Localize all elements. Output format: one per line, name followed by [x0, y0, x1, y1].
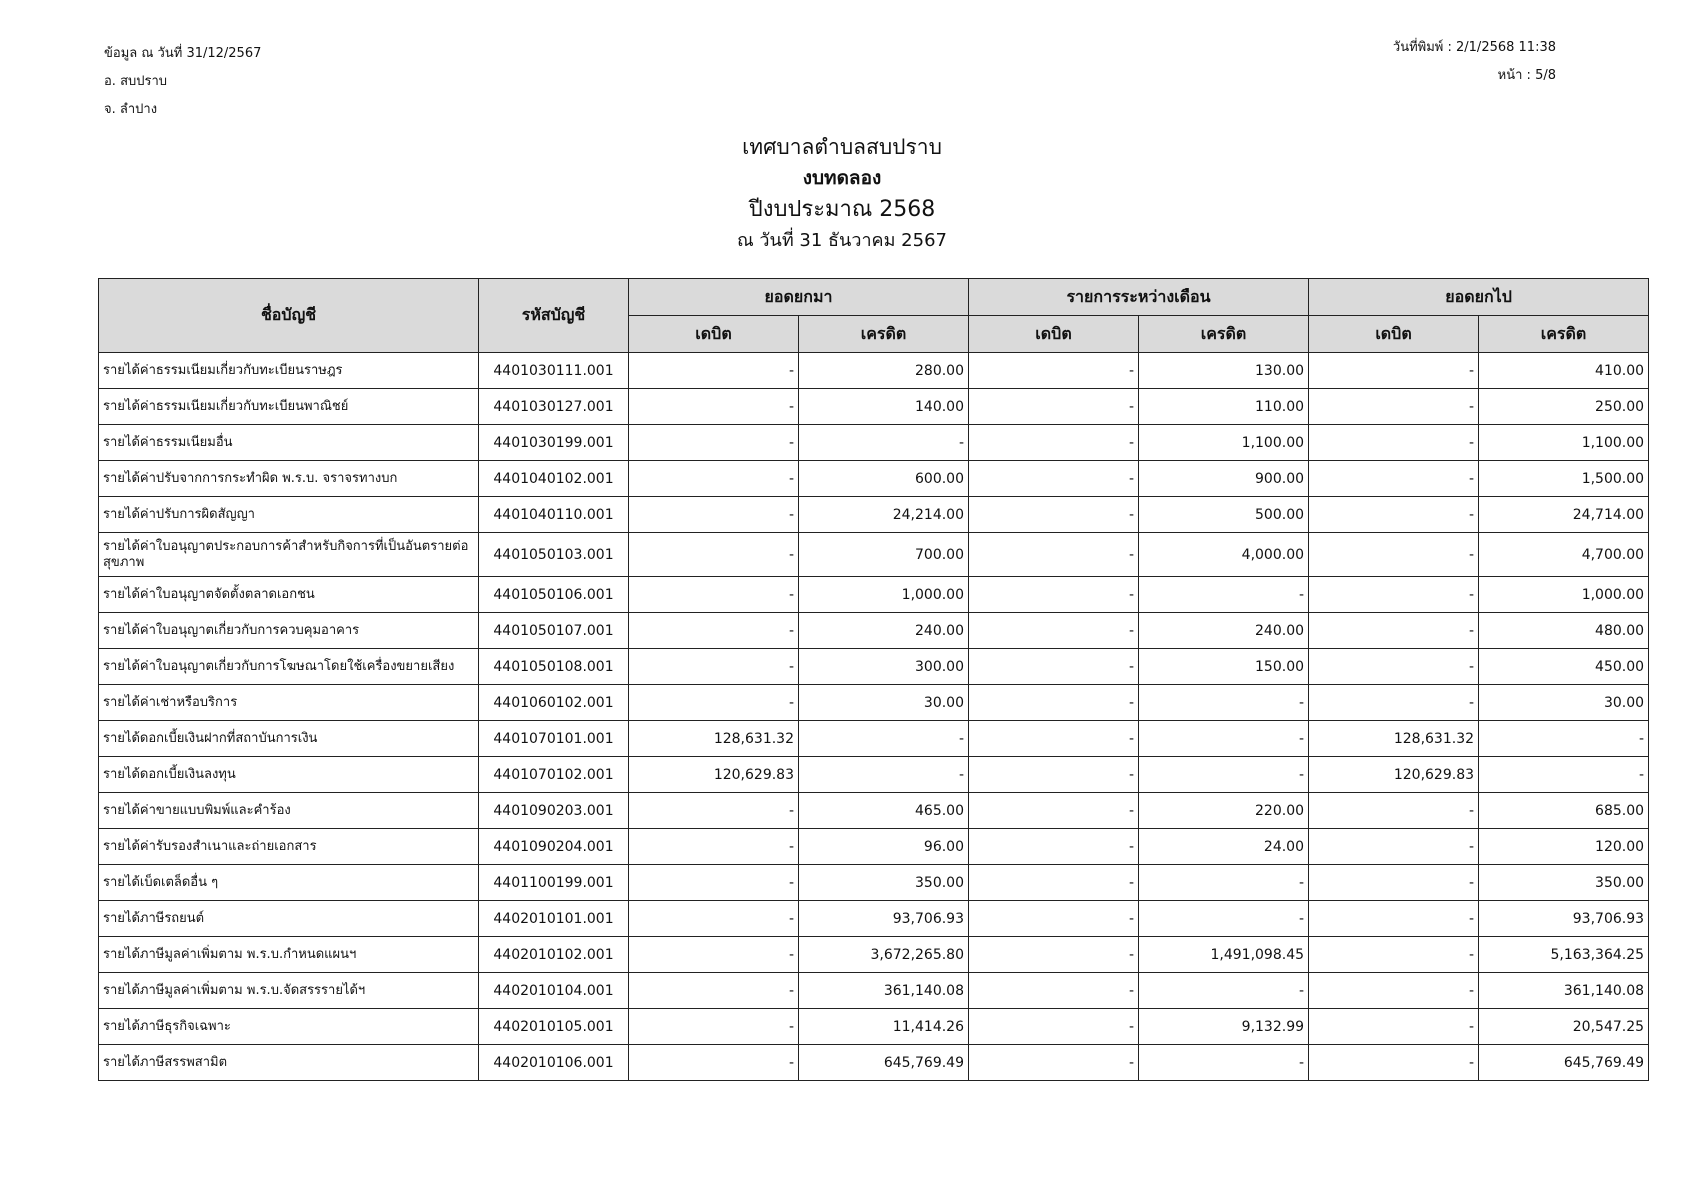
forward-debit-cell: 128,631.32 [629, 721, 799, 757]
month-credit-cell: 150.00 [1139, 649, 1309, 685]
account-name-cell: รายได้ค่าใบอนุญาตจัดตั้งตลาดเอกชน [99, 577, 479, 613]
forward-credit-cell: 96.00 [799, 829, 969, 865]
table-row [99, 353, 1649, 389]
carry-credit-cell: 410.00 [1479, 353, 1649, 389]
forward-credit-cell: 3,672,265.80 [799, 937, 969, 973]
account-code-cell: 4401090203.001 [479, 793, 629, 829]
table-row [99, 389, 1649, 425]
account-code-cell: 4401070101.001 [479, 721, 629, 757]
as-of-date: ณ วันที่ 31 ธันวาคม 2567 [737, 230, 947, 251]
carry-credit-cell: 120.00 [1479, 829, 1649, 865]
carry-debit-cell: - [1309, 1009, 1479, 1045]
group-carried-forward: ยอดยกไป [1309, 279, 1649, 316]
account-code-cell: 4402010106.001 [479, 1045, 629, 1081]
forward-debit-cell: - [629, 901, 799, 937]
account-code-cell: 4401040102.001 [479, 461, 629, 497]
forward-credit-cell: 1,000.00 [799, 577, 969, 613]
month-credit-cell: - [1139, 973, 1309, 1009]
carry-credit-cell: 20,547.25 [1479, 1009, 1649, 1045]
carry-credit-cell: 30.00 [1479, 685, 1649, 721]
account-name-cell: รายได้ค่ารับรองสำเนาและถ่ายเอกสาร [99, 829, 479, 865]
account-name-cell: รายได้ค่าขายแบบพิมพ์และคำร้อง [99, 793, 479, 829]
table-row [99, 461, 1649, 497]
forward-credit-cell: 11,414.26 [799, 1009, 969, 1045]
forward-debit-cell: - [629, 1045, 799, 1081]
month-debit-cell: - [969, 865, 1139, 901]
month-credit-cell: - [1139, 721, 1309, 757]
forward-credit-cell: 93,706.93 [799, 901, 969, 937]
account-name-cell: รายได้เบ็ดเตล็ดอื่น ๆ [99, 865, 479, 901]
fiscal-year: ปีงบประมาณ 2568 [748, 197, 936, 222]
account-name-cell: รายได้ดอกเบี้ยเงินลงทุน [99, 757, 479, 793]
col-forward-debit: เดบิต [629, 316, 799, 353]
month-debit-cell: - [969, 1045, 1139, 1081]
carry-credit-cell: 685.00 [1479, 793, 1649, 829]
account-code-cell: 4401040110.001 [479, 497, 629, 533]
forward-credit-cell: - [799, 757, 969, 793]
carry-credit-cell: 350.00 [1479, 865, 1649, 901]
account-code-cell: 4401060102.001 [479, 685, 629, 721]
account-code-cell: 4401030111.001 [479, 353, 629, 389]
carry-debit-cell: - [1309, 649, 1479, 685]
print-date: วันที่พิมพ์ : 2/1/2568 11:38 [1392, 40, 1556, 55]
report-meta-right [1393, 34, 1556, 90]
carry-debit-cell: - [1309, 497, 1479, 533]
group-month-transactions: รายการระหว่างเดือน [969, 279, 1309, 316]
forward-credit-cell: 465.00 [799, 793, 969, 829]
report-title: งบทดลอง [802, 167, 882, 189]
month-debit-cell: - [969, 461, 1139, 497]
carry-credit-cell: - [1479, 757, 1649, 793]
month-debit-cell: - [969, 613, 1139, 649]
forward-debit-cell: - [629, 425, 799, 461]
account-code-cell: 4401100199.001 [479, 865, 629, 901]
carry-debit-cell: - [1309, 937, 1479, 973]
account-name-cell: รายได้ค่าปรับจากการกระทำผิด พ.ร.บ. จราจรทางบก [99, 461, 479, 497]
month-credit-cell: 900.00 [1139, 461, 1309, 497]
col-forward-credit: เครดิต [799, 316, 969, 353]
forward-credit-cell: 600.00 [799, 461, 969, 497]
table-row [99, 425, 1649, 461]
table-row [99, 901, 1649, 937]
account-code-cell: 4401090204.001 [479, 829, 629, 865]
forward-debit-cell: - [629, 865, 799, 901]
carry-credit-cell: - [1479, 721, 1649, 757]
table-row [99, 937, 1649, 973]
month-debit-cell: - [969, 425, 1139, 461]
forward-credit-cell: 240.00 [799, 613, 969, 649]
forward-debit-cell: - [629, 829, 799, 865]
month-debit-cell: - [969, 937, 1139, 973]
month-debit-cell: - [969, 389, 1139, 425]
forward-credit-cell: - [799, 721, 969, 757]
forward-debit-cell: - [629, 649, 799, 685]
month-debit-cell: - [969, 577, 1139, 613]
forward-debit-cell: - [629, 1009, 799, 1045]
province: จ. ลำปาง [104, 102, 158, 117]
col-account-name: ชื่อบัญชี [99, 279, 479, 353]
table-header [99, 279, 1649, 353]
table-row [99, 721, 1649, 757]
carry-debit-cell: - [1309, 533, 1479, 577]
carry-credit-cell: 5,163,364.25 [1479, 937, 1649, 973]
month-credit-cell: 1,491,098.45 [1139, 937, 1309, 973]
forward-debit-cell: 120,629.83 [629, 757, 799, 793]
forward-debit-cell: - [629, 533, 799, 577]
forward-credit-cell: 350.00 [799, 865, 969, 901]
carry-credit-cell: 361,140.08 [1479, 973, 1649, 1009]
month-credit-cell: - [1139, 757, 1309, 793]
account-name-cell: รายได้ภาษีมูลค่าเพิ่มตาม พ.ร.บ.จัดสรรรายได้ฯ [99, 973, 479, 1009]
account-name-cell: รายได้ค่าธรรมเนียมอื่น [99, 425, 479, 461]
account-code-cell: 4401070102.001 [479, 757, 629, 793]
month-credit-cell: - [1139, 865, 1309, 901]
forward-credit-cell: 24,214.00 [799, 497, 969, 533]
carry-credit-cell: 1,100.00 [1479, 425, 1649, 461]
col-carry-credit: เครดิต [1479, 316, 1649, 353]
forward-debit-cell: - [629, 389, 799, 425]
month-debit-cell: - [969, 793, 1139, 829]
carry-debit-cell: - [1309, 865, 1479, 901]
carry-debit-cell: - [1309, 353, 1479, 389]
month-debit-cell: - [969, 649, 1139, 685]
forward-debit-cell: - [629, 577, 799, 613]
data-as-of: ข้อมูล ณ วันที่ 31/12/2567 [104, 46, 262, 61]
carry-credit-cell: 4,700.00 [1479, 533, 1649, 577]
table-row [99, 577, 1649, 613]
account-name-cell: รายได้ภาษีธุรกิจเฉพาะ [99, 1009, 479, 1045]
carry-credit-cell: 645,769.49 [1479, 1045, 1649, 1081]
month-credit-cell: 1,100.00 [1139, 425, 1309, 461]
table-row [99, 865, 1649, 901]
account-code-cell: 4402010105.001 [479, 1009, 629, 1045]
carry-debit-cell: - [1309, 901, 1479, 937]
month-debit-cell: - [969, 757, 1139, 793]
month-credit-cell: - [1139, 901, 1309, 937]
month-credit-cell: 240.00 [1139, 613, 1309, 649]
month-debit-cell: - [969, 1009, 1139, 1045]
forward-debit-cell: - [629, 685, 799, 721]
account-code-cell: 4401030127.001 [479, 389, 629, 425]
carry-credit-cell: 480.00 [1479, 613, 1649, 649]
carry-debit-cell: - [1309, 829, 1479, 865]
col-carry-debit: เดบิต [1309, 316, 1479, 353]
account-name-cell: รายได้ค่าใบอนุญาตประกอบการค้าสำหรับกิจการที่เป็นอันตรายต่อสุขภาพ [99, 533, 479, 577]
account-name-cell: รายได้ค่าเช่าหรือบริการ [99, 685, 479, 721]
carry-debit-cell: 128,631.32 [1309, 721, 1479, 757]
forward-debit-cell: - [629, 613, 799, 649]
account-code-cell: 4401030199.001 [479, 425, 629, 461]
forward-credit-cell: 140.00 [799, 389, 969, 425]
table-row [99, 793, 1649, 829]
table-row [99, 613, 1649, 649]
account-code-cell: 4401050103.001 [479, 533, 629, 577]
col-month-credit: เครดิต [1139, 316, 1309, 353]
carry-debit-cell: - [1309, 1045, 1479, 1081]
carry-credit-cell: 24,714.00 [1479, 497, 1649, 533]
carry-debit-cell: - [1309, 613, 1479, 649]
district: อ. สบปราบ [104, 74, 168, 89]
month-credit-cell: 4,000.00 [1139, 533, 1309, 577]
month-credit-cell: 500.00 [1139, 497, 1309, 533]
table-row [99, 1009, 1649, 1045]
month-debit-cell: - [969, 353, 1139, 389]
month-credit-cell: 9,132.99 [1139, 1009, 1309, 1045]
carry-credit-cell: 250.00 [1479, 389, 1649, 425]
month-debit-cell: - [969, 901, 1139, 937]
carry-debit-cell: - [1309, 425, 1479, 461]
group-brought-forward: ยอดยกมา [629, 279, 969, 316]
account-code-cell: 4401050106.001 [479, 577, 629, 613]
table-row [99, 649, 1649, 685]
report-titles [0, 132, 1684, 256]
month-credit-cell: 130.00 [1139, 353, 1309, 389]
forward-debit-cell: - [629, 793, 799, 829]
month-credit-cell: 24.00 [1139, 829, 1309, 865]
carry-credit-cell: 1,000.00 [1479, 577, 1649, 613]
table-row [99, 829, 1649, 865]
forward-credit-cell: 30.00 [799, 685, 969, 721]
forward-credit-cell: 280.00 [799, 353, 969, 389]
month-credit-cell: - [1139, 685, 1309, 721]
month-debit-cell: - [969, 497, 1139, 533]
forward-debit-cell: - [629, 937, 799, 973]
month-debit-cell: - [969, 973, 1139, 1009]
carry-debit-cell: - [1309, 577, 1479, 613]
account-code-cell: 4402010104.001 [479, 973, 629, 1009]
col-account-code: รหัสบัญชี [479, 279, 629, 353]
table-row [99, 685, 1649, 721]
table-row [99, 533, 1649, 577]
carry-credit-cell: 1,500.00 [1479, 461, 1649, 497]
carry-debit-cell: - [1309, 685, 1479, 721]
account-code-cell: 4402010102.001 [479, 937, 629, 973]
carry-debit-cell: 120,629.83 [1309, 757, 1479, 793]
account-name-cell: รายได้ค่าธรรมเนียมเกี่ยวกับทะเบียนพาณิชย์ [99, 389, 479, 425]
account-name-cell: รายได้ค่าใบอนุญาตเกี่ยวกับการควบคุมอาคาร [99, 613, 479, 649]
table-body [99, 353, 1649, 1081]
month-credit-cell: - [1139, 577, 1309, 613]
table-row [99, 973, 1649, 1009]
account-name-cell: รายได้ค่าปรับการผิดสัญญา [99, 497, 479, 533]
carry-debit-cell: - [1309, 389, 1479, 425]
account-name-cell: รายได้ค่าธรรมเนียมเกี่ยวกับทะเบียนราษฎร [99, 353, 479, 389]
carry-debit-cell: - [1309, 461, 1479, 497]
account-name-cell: รายได้ดอกเบี้ยเงินฝากที่สถาบันการเงิน [99, 721, 479, 757]
table-row [99, 757, 1649, 793]
carry-credit-cell: 93,706.93 [1479, 901, 1649, 937]
org-name: เทศบาลตำบลสบปราบ [742, 135, 942, 159]
forward-credit-cell: 645,769.49 [799, 1045, 969, 1081]
col-month-debit: เดบิต [969, 316, 1139, 353]
month-debit-cell: - [969, 721, 1139, 757]
month-debit-cell: - [969, 685, 1139, 721]
month-credit-cell: 110.00 [1139, 389, 1309, 425]
table-row [99, 1045, 1649, 1081]
month-debit-cell: - [969, 829, 1139, 865]
forward-credit-cell: 700.00 [799, 533, 969, 577]
forward-credit-cell: 300.00 [799, 649, 969, 685]
trial-balance-table [98, 278, 1649, 1081]
account-name-cell: รายได้ค่าใบอนุญาตเกี่ยวกับการโฆษณาโดยใช้เครื่องขยายเสียง [99, 649, 479, 685]
month-credit-cell: 220.00 [1139, 793, 1309, 829]
carry-credit-cell: 450.00 [1479, 649, 1649, 685]
carry-debit-cell: - [1309, 793, 1479, 829]
month-debit-cell: - [969, 533, 1139, 577]
account-code-cell: 4402010101.001 [479, 901, 629, 937]
account-code-cell: 4401050108.001 [479, 649, 629, 685]
account-name-cell: รายได้ภาษีรถยนต์ [99, 901, 479, 937]
report-meta-left [104, 40, 261, 124]
forward-credit-cell: - [799, 425, 969, 461]
table-row [99, 497, 1649, 533]
forward-credit-cell: 361,140.08 [799, 973, 969, 1009]
carry-debit-cell: - [1309, 973, 1479, 1009]
account-name-cell: รายได้ภาษีสรรพสามิต [99, 1045, 479, 1081]
forward-debit-cell: - [629, 497, 799, 533]
account-code-cell: 4401050107.001 [479, 613, 629, 649]
forward-debit-cell: - [629, 973, 799, 1009]
account-name-cell: รายได้ภาษีมูลค่าเพิ่มตาม พ.ร.บ.กำหนดแผนฯ [99, 937, 479, 973]
month-credit-cell: - [1139, 1045, 1309, 1081]
forward-debit-cell: - [629, 353, 799, 389]
page-number: หน้า : 5/8 [1497, 68, 1556, 83]
forward-debit-cell: - [629, 461, 799, 497]
